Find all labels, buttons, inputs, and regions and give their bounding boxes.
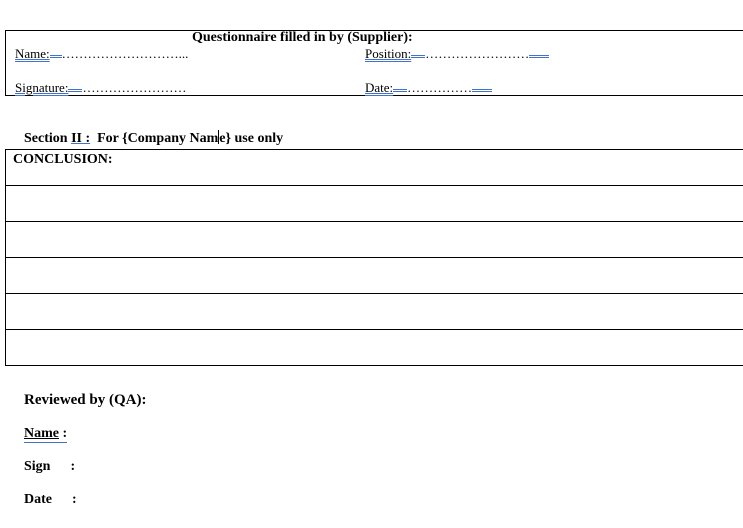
conclusion-label: CONCLUSION: [13,152,113,167]
signature-label: Signature: [15,80,69,95]
spell-mark [411,46,425,58]
qa-sign-field[interactable] [24,459,75,475]
name-label: Name: [15,46,50,61]
qa-name-label: Name [24,426,59,441]
position-dots: …………………… [425,46,530,61]
conclusion-row[interactable] [6,222,743,258]
supplier-name-field[interactable] [15,46,188,62]
qa-name-field[interactable] [24,426,67,443]
name-dots: ………………………... [61,46,189,61]
spell-mark [529,46,549,58]
conclusion-row[interactable] [6,258,743,294]
spell-mark [50,46,62,58]
spell-mark [472,80,492,92]
qa-name-colon: : [59,426,68,441]
supplier-signature-field[interactable] [15,80,186,96]
section-number: II : [71,131,91,146]
section-text-a: For {Company Nam [90,131,219,146]
qa-sign-label: Sign [24,459,51,474]
section-heading [24,130,283,147]
conclusion-row[interactable] [6,294,743,330]
reviewed-by-title: Reviewed by (QA): [24,392,147,408]
conclusion-row[interactable] [6,330,743,366]
questionnaire-title: Questionnaire filled in by (Supplier): [192,30,413,45]
supplier-date-field[interactable] [365,80,492,96]
spell-mark [393,80,407,92]
section-text-b: e} use only [219,131,284,146]
conclusion-header-row [6,150,743,186]
qa-date-label: Date [24,492,52,507]
date-label: Date: [365,80,394,95]
section-prefix: Section [24,131,72,146]
supplier-position-field[interactable] [365,46,549,62]
date-dots: …………… [407,80,473,95]
conclusion-table [5,149,743,366]
conclusion-row[interactable] [6,186,743,222]
qa-date-colon: : [72,492,77,507]
qa-date-field[interactable] [24,492,77,508]
position-label: Position: [365,46,412,61]
spell-mark [68,80,82,92]
signature-dots: …………………… [82,80,187,95]
qa-sign-colon: : [70,459,76,474]
